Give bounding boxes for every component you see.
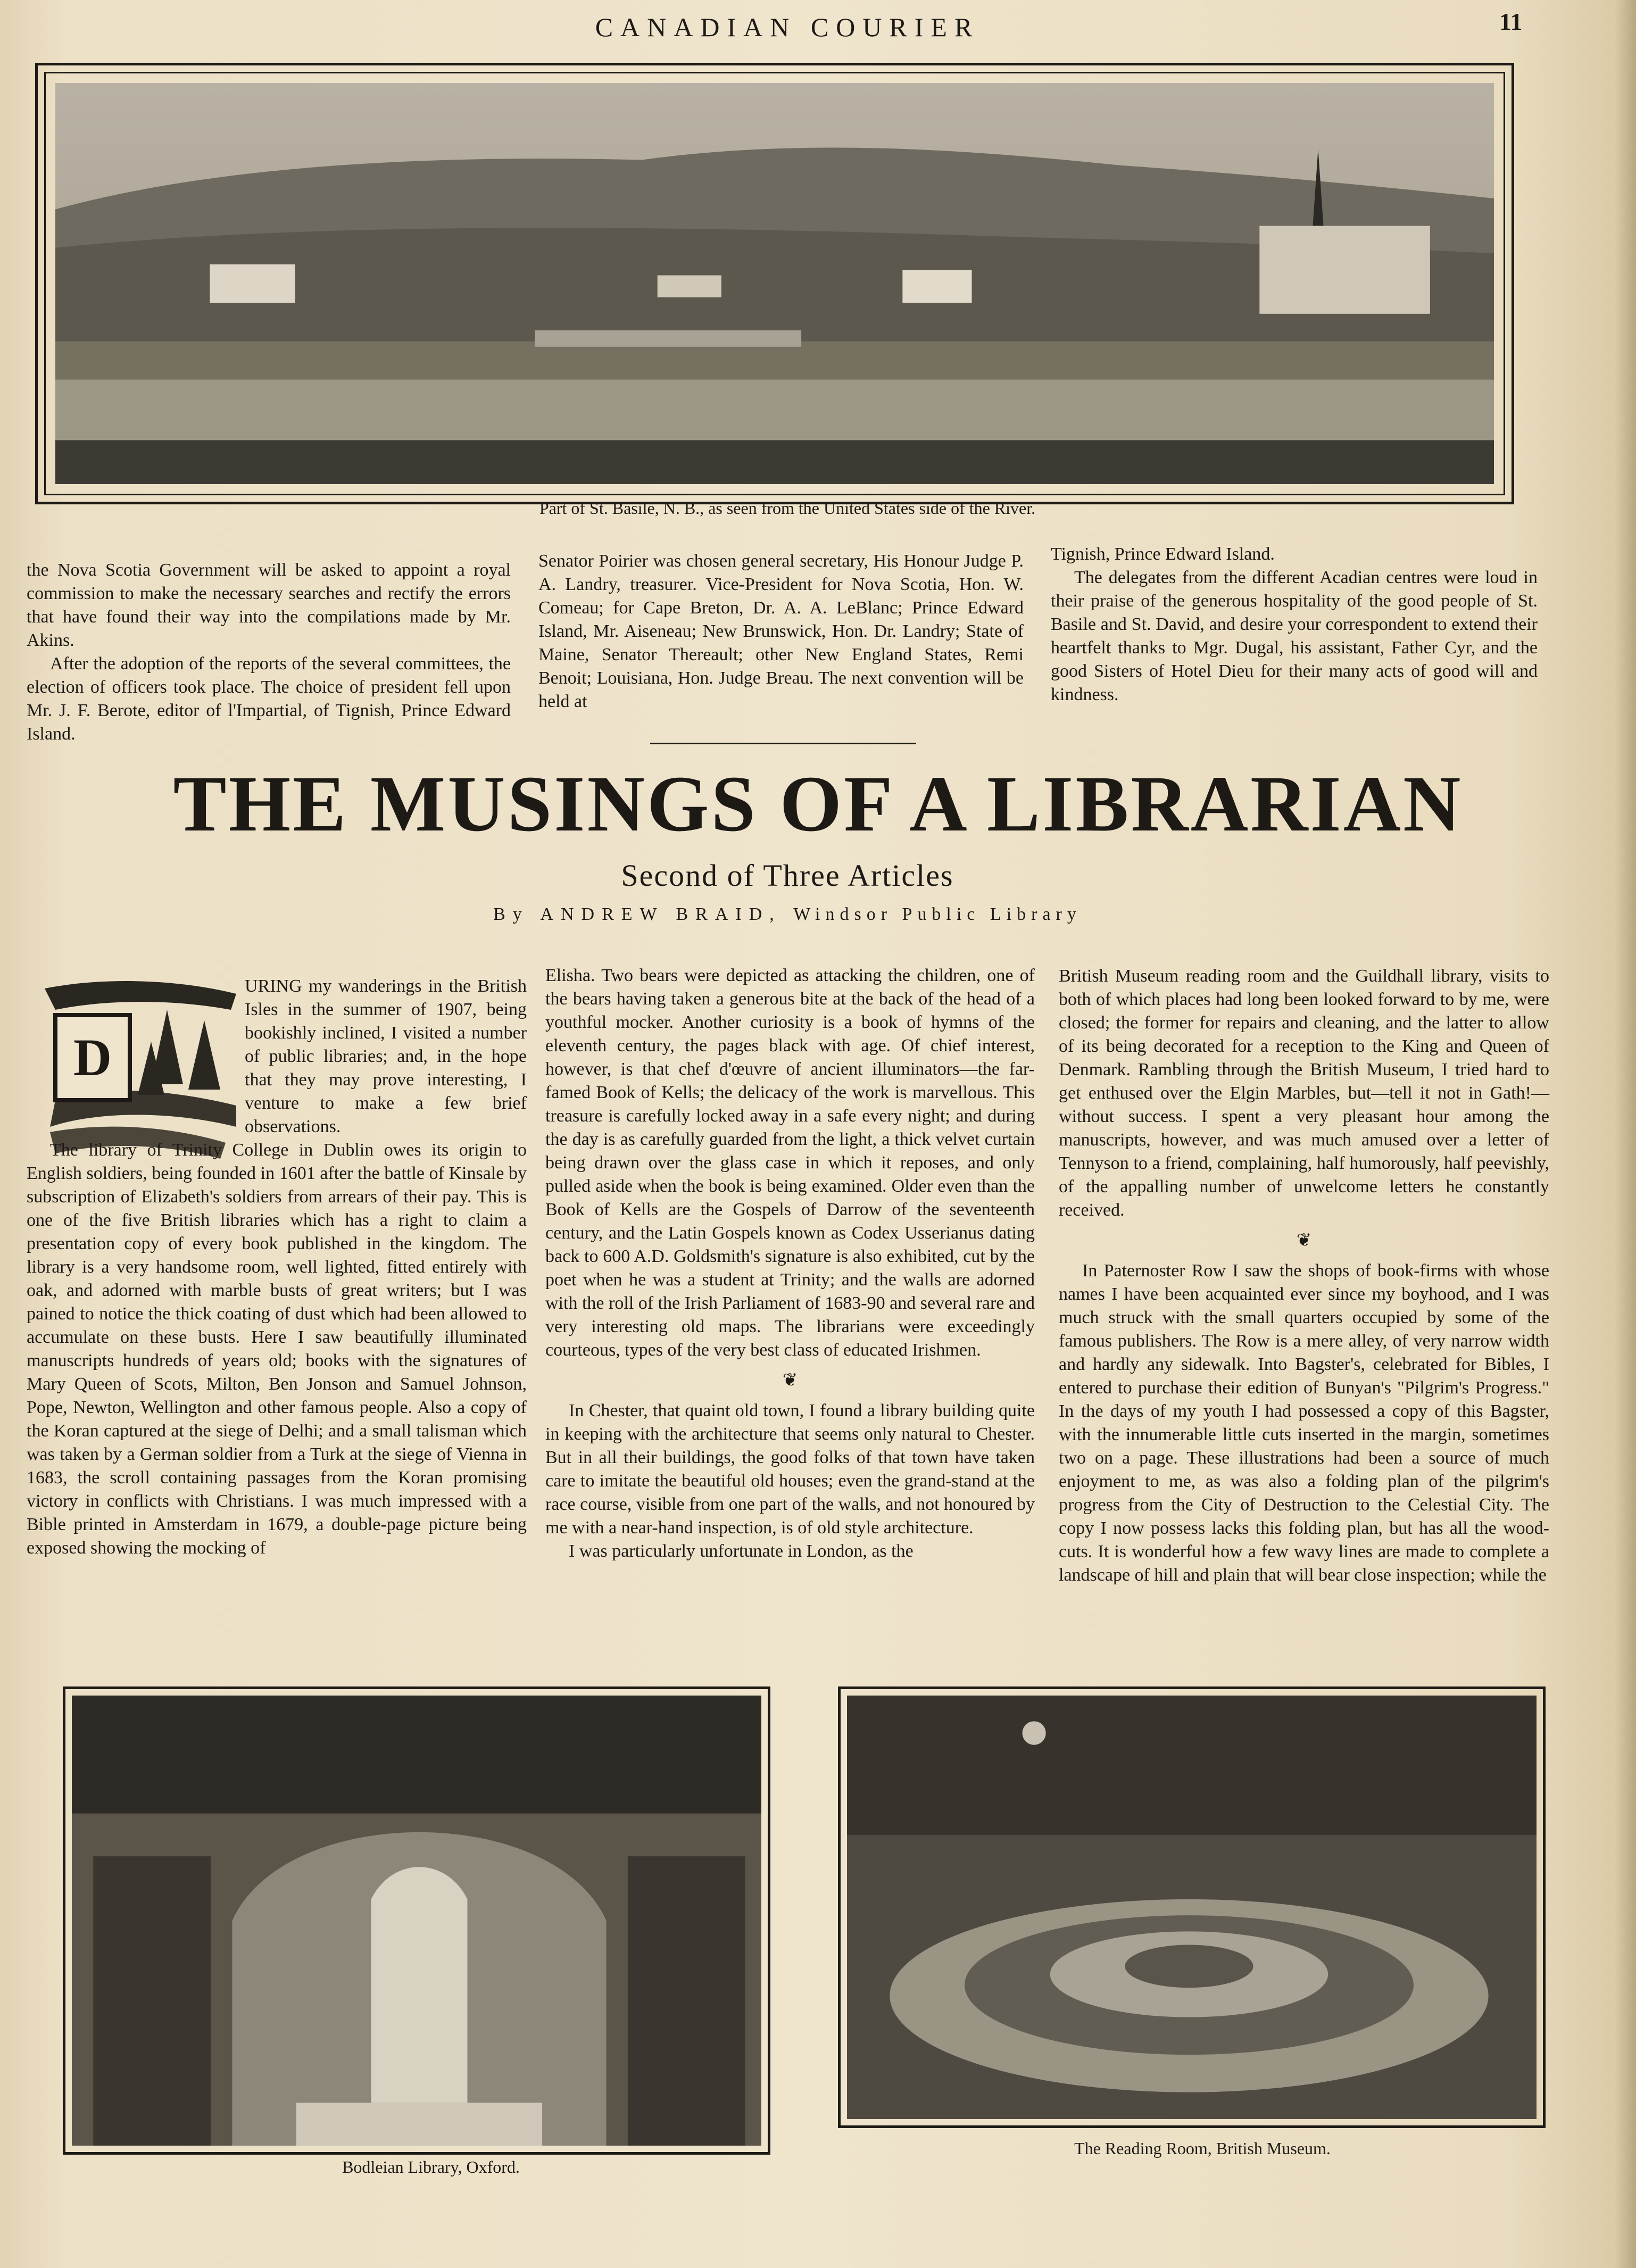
article-col3-para-2: In Paternoster Row I saw the shops of book-firms with whose names I have been acquainted ever since my boyhood, and I was much struck with the small quarters occupied by some of the famous publishers. The Row is a mere alley, of very narrow width and hardly any sidewalk. Into Bagster's, celebrated for Bibles, I entered to purchase their edition of Bunyan's "Pilgrim's Progress." In the days of my youth I had possessed a copy of this Bagster, with the innumerable little cuts inserted in the margin, sometimes two on a page. These illustrations had been a source of much enjoyment to me, as was also a folding plan of the pilgrim's progress from the City of Destruction to the Celestial City. The copy I now possess lacks this folding plan, but has all the wood-cuts. It is wonderful how a few wavy lines are made to complete a landscape of hill and plain that will bear close inspection; while the	[1059, 1261, 1549, 1585]
article-col2-para-2: In Chester, that quaint old town, I found a library building quite in keeping with the architecture that seems only natural to Chester. But in all their buildings, the good folks of that town have taken care to imitate the beautiful old houses; even the grand-stand at the race course, visible from one part of the walls, and not honoured by me with a near-hand inspection, is of old style architecture.	[545, 1401, 1035, 1538]
dropcap-letter: D	[73, 1028, 112, 1087]
british-museum-reading-room-image	[847, 1696, 1537, 2119]
article-col1-para-1: URING my wanderings in the British Isles in the summer of 1907, being bookishly inclined, I visited a number of public libraries; and, in the hope that they may prove interesting, I venture to make a few brief observations.	[245, 976, 527, 1136]
byline-organization: Windsor Public Library	[793, 904, 1082, 924]
article-subtitle: Second of Three Articles	[621, 858, 954, 893]
reading-room-photo	[847, 1696, 1537, 2119]
article-title: THE MUSINGS OF A LIBRARIAN	[173, 760, 1463, 848]
top-photo-inner-border	[44, 72, 1505, 495]
bodleian-library-image	[72, 1696, 761, 2146]
article-column-1	[27, 975, 527, 1560]
top-col3-para-2: The delegates from the different Acadian centres were loud in their praise of the generous hospitality of the good people of St. Basile and St. David, and desire your correspondent to extend their heartfelt thanks to Mgr. Dugal, his assistant, Father Cyr, and the good Sisters of Hotel Dieu for their many acts of good will and kindness.	[1051, 568, 1538, 704]
publication-header: CANADIAN COURIER	[595, 12, 980, 42]
article-col1-para-2: The library of Trinity College in Dublin owes its origin to English soldiers, being founded in 1601 after the battle of Kinsale by subscription of Elizabeth's soldiers from arrears of their pay. This is one of the five British libraries which has a right to claim a presentation copy of every book published in the kingdom. The library is a very handsome room, well lighted, fitted entirely with oak, and adorned with marble busts of great writers; but I was pained to notice the thick coating of dust which had been allowed to accumulate on these busts. Here I saw beautifully illuminated manuscripts hundreds of years old; books with the signatures of Mary Queen of Scots, Milton, Ben Jonson and Samuel Johnson, Pope, Newton, Wellington and other famous people. Also a copy of the Koran captured at the siege of Delhi; and a small talisman which was taken by a German soldier from a Turk at the siege of Vienna in 1683, the scroll containing passages from the Koran promising victory in conflicts with Christians. I was much impressed with a Bible printed in Amsterdam in 1679, a double-page picture being exposed showing the mocking of	[27, 1140, 527, 1558]
page-number: 11	[1499, 8, 1523, 35]
bodleian-photo-caption: Bodleian Library, Oxford.	[342, 2157, 520, 2176]
article-column-2	[545, 964, 1035, 1563]
st-basile-photo	[55, 83, 1494, 484]
byline-author: ANDREW BRAID,	[540, 904, 782, 924]
st-basile-landscape-image	[55, 83, 1494, 484]
top-photo-caption: Part of St. Basile, N. B., as seen from the United States side of the River.	[539, 499, 1036, 518]
reading-room-photo-caption: The Reading Room, British Museum.	[1074, 2139, 1331, 2158]
article-byline	[0, 904, 1575, 925]
byline-by: By	[493, 904, 529, 924]
section-ornament-2: ❦	[1296, 1231, 1312, 1250]
article-col2-para-1: Elisha. Two bears were depicted as attacking the children, one of the bears having taken a generous bite at the back of the head of a youthful mocker. Another curiosity is a book of hymns of the eleventh century, the pages black with age. Of chief interest, however, is that chef d'œuvre of ancient illuminators—the far-famed Book of Kells; the delicacy of the work is marvellous. This treasure is carefully locked away in a safe every night; and during the day is as carefully guarded from the light, a thick velvet curtain being drawn over the glass case in which it reposes, and only pulled aside when the book is being examined. Older even than the Book of Kells are the Gospels of Darrow of the seventeenth century, and the Latin Gospels known as Codex Usserianus dating back to 600 A.D. Goldsmith's signature is also exhibited, cut by the poet when he was a student at Trinity; and the walls are adorned with the roll of the Irish Parliament of 1683-90 and several rare and very interesting old maps. The librarians were exceedingly courteous, types of the very best class of educated Irishmen.	[545, 966, 1035, 1360]
top-col1-para-2: After the adoption of the reports of the several committees, the election of officers took place. The choice of president fell upon Mr. J. F. Berote, editor of l'Impartial, of Tignish, Prince Edward Island.	[27, 654, 511, 744]
top-col3-para-1: Tignish, Prince Edward Island.	[1051, 544, 1275, 564]
bodleian-photo-frame	[63, 1687, 770, 2155]
page-edge-shadow	[1615, 0, 1636, 2268]
section-divider	[650, 743, 916, 744]
top-col1-para-1: the Nova Scotia Government will be asked to appoint a royal commission to make the necessary searches and rectify the errors that have found their way into the compilations made by Mr. Akins.	[27, 560, 511, 650]
top-col2-para-1: Senator Poirier was chosen general secretary, His Honour Judge P. A. Landry, treasurer. Vice-President for Nova Scotia, Hon. W. Comeau; for Cape Breton, Dr. A. A. LeBlanc; Prince Edward Island, Mr. Aiseneau; New Brunswick, Hon. Dr. Landry; State of Maine, Senator Thereault; other New England States, Remi Benoit; Louisiana, Hon. Judge Breau. The next convention will be held at	[538, 551, 1024, 711]
bodleian-photo	[72, 1696, 761, 2146]
article-col2-para-3: I was particularly unfortunate in London, as the	[569, 1541, 913, 1561]
top-column-2	[538, 550, 1024, 713]
section-ornament-1: ❦	[782, 1370, 798, 1390]
reading-room-photo-frame	[838, 1687, 1546, 2128]
article-col3-para-1: British Museum reading room and the Guildhall library, visits to both of which places had long been looked forward to by me, were closed; the former for repairs and cleaning, and the latter to allow of its being decorated for a reception to the King and Queen of Denmark. Rambling through the British Museum, I tried hard to get enthused over the Elgin Marbles, but—tell it not in Gath!—without success. I spent a very pleasant hour among the manuscripts, however, and was much amused over a letter of Tennyson to a friend, complaining, half humorously, half peevishly, of the appalling number of unwelcome letters he constantly received.	[1059, 966, 1549, 1220]
top-column-1	[27, 559, 511, 746]
top-photo-frame	[35, 63, 1514, 504]
top-column-3	[1051, 543, 1538, 707]
article-column-3	[1059, 965, 1549, 1587]
